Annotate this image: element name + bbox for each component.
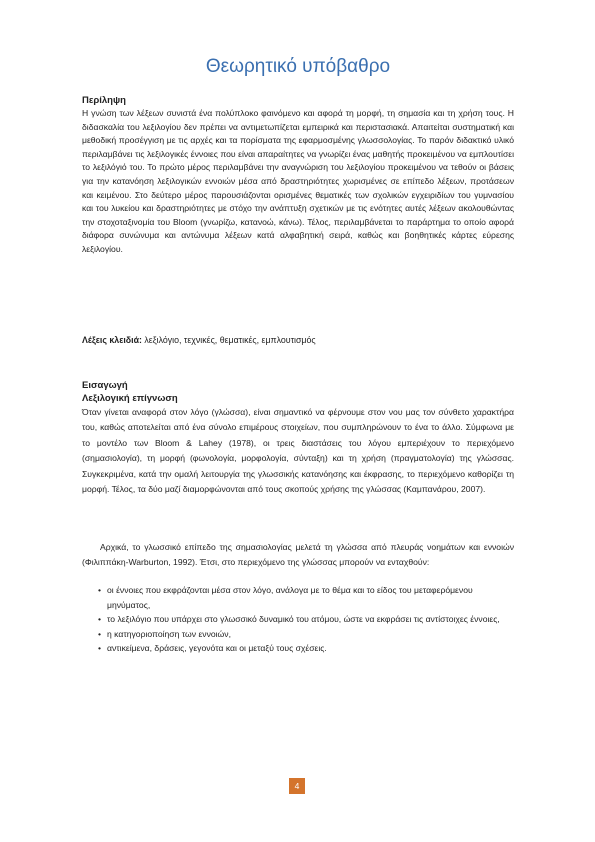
bullet-icon: • [98,628,102,639]
bullet-icon: • [98,585,102,595]
abstract-heading: Περίληψη [82,95,126,106]
abstract-section [82,94,514,257]
abstract-text: Η γνώση των λέξεων συνιστά ένα πολύπλοκο φαινόμενο και αφορά τη μορφή, τη σημασία και τη χρήση τους. Η διδασκαλία του λεξιλογίου δεν πρέπει να αντιμετωπίζεται εμπειρικά και περιστασιακά. Απαιτείται συστηματική και μεθοδική προσέγγιση με τις αρχές και τα πορίσματα της εφαρμοσμένης γλωσσολογίας. Το παρόν διδακτικό υλικό περιλαμβάνει τις λεξιλογικές έννοιες που είναι απαραίτητες να γνωρίζει ένας μαθητής προκειμένου να εμπλουτίσει το λεξιλόγιό του. Το πρώτο μέρος περιλαμβάνει την αναγνώριση του λεξιλογίου προκειμένου να τεθούν οι βάσεις για την κατανόηση λεξιλογικών εννοιών μέσα από δραστηριότητες χωρισμένες σε επίπεδο λέξεων, προτάσεων και κειμένου. Στο δεύτερο μέρος παρουσιάζονται ορισμένες θεματικές των σχολικών εγχειριδίων του γυμνασίου και του λυκείου και δραστηριότητες με στόχο την ανάπτυξη σχετικών με τις ενότητες αυτές λέξεων ακολουθώντας την στοχοταξινομία του Bloom (γνωρίζω, κατανοώ, κάνω). Τέλος, περιλαμβάνεται το παράρτημα το οποίο αφορά διάφορα συνώνυμα και αντώνυμα λέξεων κατά αλφαβητική σειρά, καθώς και βοηθητικές κάρτες εύρεσης λεξιλογίου. [82,108,514,254]
bullet-icon: • [98,614,102,624]
keywords-text: λεξιλόγιο, τεχνικές, θεματικές, εμπλουτισμός [141,335,316,345]
intro-paragraph-2: Αρχικά, το γλωσσικό επίπεδο της σημασιολογίας μελετά τη γλώσσα από πλευράς νοημάτων και εννοιών (Φιλιππάκη-Warburton, 1992). Έτσι, στο περιεχόμενο της γλώσσας μπορούν να ενταχθούν: [82,542,514,567]
list-item: • οι έννοιες που εκφράζονται μέσα στον λόγο, ανάλογα με το θέμα και το είδος του μεταφερόμενου μηνύματος, [98,585,473,610]
list-item: • το λεξιλόγιο που υπάρχει στο γλωσσικό δυναμικό του ατόμου, ώστε να εκφράσει τις αντίστοιχες έννοιες, [98,612,514,627]
bullet-icon: • [98,643,102,653]
list-item: • αντικείμενα, δράσεις, γεγονότα και οι μεταξύ τους σχέσεις. [98,641,514,656]
keywords-line [82,335,514,345]
intro-heading: Εισαγωγή [82,380,128,391]
intro-section [82,379,514,497]
list-item: • η κατηγοριοποίηση των εννοιών, [98,627,514,642]
page-number-badge: 4 [289,778,305,794]
page-title: Θεωρητικό υπόβαθρο [205,56,391,77]
intro-subheading: Λεξιλογική επίγνωση [82,393,178,404]
intro-paragraph-1: Όταν γίνεται αναφορά στον λόγο (γλώσσα), είναι σημαντικό να φέρνουμε στον νου μας τον σύνθετο χαρακτήρα του, καθώς αποτελείται από ένα σύνολο επιμέρους στοιχείων, που συμπληρώνουν το ένα το άλλο. Σύμφωνα με το μοντέλο των Bloom & Lahey (1978), οι τρεις διαστάσεις του λόγου εμπεριέχουν το περιεχόμενο (σημασιολογία), τη μορφή (φωνολογία, μορφολογία, σύνταξη) και τη χρήση (πραγματολογία) της γλώσσας. Συγκεκριμένα, κατά την ομαλή λειτουργία της γλωσσικής κατανόησης και έκφρασης, το περιεχόμενο καθορίζει τη μορφή. Τέλος, τα δύο μαζί διαμορφώνονται από τους σκοπούς χρήσης της γλώσσας (Καμπανάρου, 2007). [82,407,514,495]
semantics-list [98,583,514,656]
intro-paragraph-2-block [82,540,514,569]
keywords-label: Λέξεις κλειδιά: [82,335,142,345]
